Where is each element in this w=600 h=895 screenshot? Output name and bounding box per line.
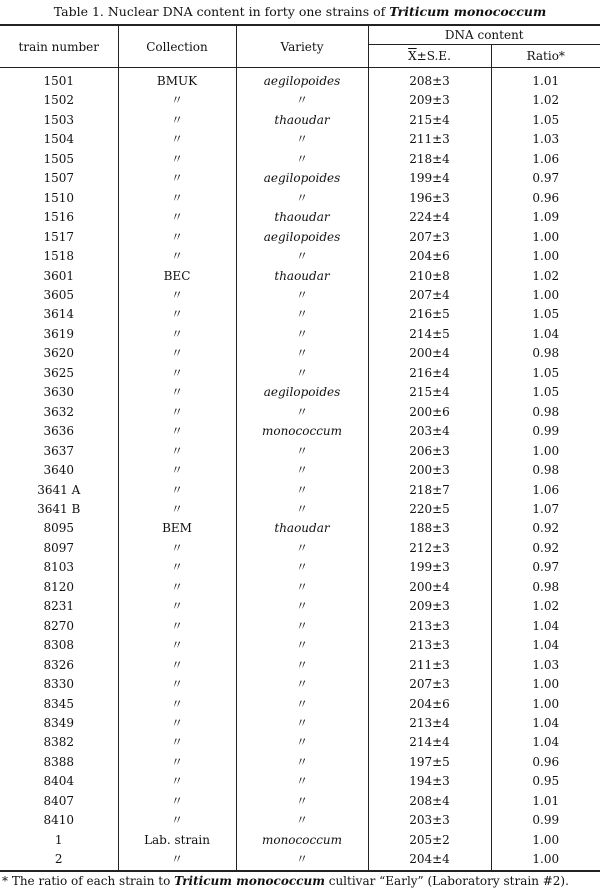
cell-dna-content: 215±4 bbox=[368, 111, 491, 130]
cell-strain-number: 1507 bbox=[43, 171, 75, 186]
cell-strain-number: 1505 bbox=[43, 151, 75, 166]
cell-ratio: 1.00 bbox=[491, 228, 600, 247]
header-strain-number: train number bbox=[0, 25, 118, 68]
cell-dna-content: 200±4 bbox=[368, 578, 491, 597]
cell-strain-number: 1504 bbox=[43, 132, 75, 147]
cell-dna-content: 224±4 bbox=[368, 208, 491, 227]
cell-variety: thaoudar bbox=[236, 208, 368, 227]
table-title-species: Triticum monococcum bbox=[389, 4, 547, 19]
table-row bbox=[0, 461, 600, 480]
table-row bbox=[0, 792, 600, 811]
cell-variety: 〃 bbox=[236, 558, 368, 577]
cell-collection: 〃 bbox=[118, 247, 236, 266]
cell-variety: 〃 bbox=[236, 189, 368, 208]
cell-variety: 〃 bbox=[236, 792, 368, 811]
dna-content-table bbox=[0, 24, 600, 872]
cell-variety: 〃 bbox=[236, 811, 368, 830]
table-row bbox=[0, 286, 600, 305]
cell-ratio: 1.07 bbox=[491, 500, 600, 519]
cell-variety: 〃 bbox=[236, 344, 368, 363]
cell-variety: 〃 bbox=[236, 539, 368, 558]
cell-collection: 〃 bbox=[118, 442, 236, 461]
cell-collection: 〃 bbox=[118, 91, 236, 110]
cell-collection: 〃 bbox=[118, 286, 236, 305]
table-row bbox=[0, 558, 600, 577]
cell-strain-number: 8095 bbox=[43, 521, 75, 536]
cell-ratio: 1.01 bbox=[491, 68, 600, 92]
cell-collection: 〃 bbox=[118, 481, 236, 500]
cell-ratio: 1.03 bbox=[491, 656, 600, 675]
cell-strain-number: 3630 bbox=[43, 385, 75, 400]
cell-collection: 〃 bbox=[118, 695, 236, 714]
cell-strain-number: 8330 bbox=[43, 677, 75, 692]
cell-dna-content: 218±7 bbox=[368, 481, 491, 500]
cell-ratio: 1.02 bbox=[491, 597, 600, 616]
cell-variety: 〃 bbox=[236, 675, 368, 694]
cell-collection: 〃 bbox=[118, 617, 236, 636]
cell-dna-content: 211±3 bbox=[368, 130, 491, 149]
cell-collection: 〃 bbox=[118, 578, 236, 597]
cell-ratio: 1.04 bbox=[491, 714, 600, 733]
cell-variety: 〃 bbox=[236, 91, 368, 110]
cell-variety: 〃 bbox=[236, 617, 368, 636]
cell-ratio: 1.03 bbox=[491, 130, 600, 149]
cell-ratio: 0.98 bbox=[491, 344, 600, 363]
table-row bbox=[0, 539, 600, 558]
table-row bbox=[0, 519, 600, 538]
cell-strain-number: 8404 bbox=[43, 774, 75, 789]
table-row bbox=[0, 305, 600, 324]
cell-dna-content: 214±4 bbox=[368, 733, 491, 752]
header-variety: Variety bbox=[236, 25, 368, 68]
table-row bbox=[0, 695, 600, 714]
table-row bbox=[0, 208, 600, 227]
table-row bbox=[0, 325, 600, 344]
cell-dna-content: 200±4 bbox=[368, 344, 491, 363]
header-mean-se-rest: ±S.E. bbox=[416, 49, 451, 63]
cell-dna-content: 203±3 bbox=[368, 811, 491, 830]
cell-variety: aegilopoides bbox=[236, 169, 368, 188]
table-row bbox=[0, 675, 600, 694]
cell-collection: 〃 bbox=[118, 597, 236, 616]
cell-ratio: 1.04 bbox=[491, 636, 600, 655]
table-body bbox=[0, 68, 600, 871]
cell-strain-number: 8120 bbox=[43, 579, 75, 594]
cell-dna-content: 200±6 bbox=[368, 403, 491, 422]
cell-ratio: 1.09 bbox=[491, 208, 600, 227]
cell-variety: 〃 bbox=[236, 325, 368, 344]
cell-variety: thaoudar bbox=[236, 519, 368, 538]
cell-collection: 〃 bbox=[118, 150, 236, 169]
table-row bbox=[0, 169, 600, 188]
cell-dna-content: 211±3 bbox=[368, 656, 491, 675]
cell-variety: 〃 bbox=[236, 150, 368, 169]
cell-dna-content: 208±4 bbox=[368, 792, 491, 811]
cell-dna-content: 207±3 bbox=[368, 675, 491, 694]
cell-ratio: 0.98 bbox=[491, 578, 600, 597]
cell-variety: 〃 bbox=[236, 636, 368, 655]
header-mean-se bbox=[368, 45, 491, 68]
header-mean-x: $\overline{X}$ bbox=[408, 49, 417, 63]
table-row bbox=[0, 383, 600, 402]
table-row bbox=[0, 91, 600, 110]
cell-strain-number: 8270 bbox=[43, 618, 75, 633]
table-title bbox=[0, 4, 600, 19]
table-row bbox=[0, 656, 600, 675]
table-row bbox=[0, 617, 600, 636]
cell-variety: 〃 bbox=[236, 461, 368, 480]
cell-collection: 〃 bbox=[118, 656, 236, 675]
cell-ratio: 1.01 bbox=[491, 792, 600, 811]
cell-strain-number: 3614 bbox=[43, 307, 75, 322]
cell-strain-number: 3637 bbox=[43, 443, 75, 458]
cell-dna-content: 209±3 bbox=[368, 91, 491, 110]
cell-ratio: 1.00 bbox=[491, 286, 600, 305]
cell-collection: 〃 bbox=[118, 850, 236, 870]
cell-variety: 〃 bbox=[236, 733, 368, 752]
cell-strain-number: 1501 bbox=[43, 74, 75, 88]
cell-variety: thaoudar bbox=[236, 267, 368, 286]
cell-dna-content: 200±3 bbox=[368, 461, 491, 480]
cell-dna-content: 197±5 bbox=[368, 753, 491, 772]
cell-variety: 〃 bbox=[236, 286, 368, 305]
table-row bbox=[0, 733, 600, 752]
cell-dna-content: 209±3 bbox=[368, 597, 491, 616]
table-row bbox=[0, 403, 600, 422]
table-row bbox=[0, 597, 600, 616]
cell-collection: 〃 bbox=[118, 792, 236, 811]
table-row bbox=[0, 364, 600, 383]
cell-dna-content: 207±4 bbox=[368, 286, 491, 305]
cell-ratio: 1.06 bbox=[491, 481, 600, 500]
cell-dna-content: 204±6 bbox=[368, 695, 491, 714]
cell-ratio: 1.05 bbox=[491, 383, 600, 402]
cell-ratio: 1.02 bbox=[491, 91, 600, 110]
table-row bbox=[0, 344, 600, 363]
table-row bbox=[0, 811, 600, 830]
cell-collection: 〃 bbox=[118, 403, 236, 422]
cell-collection: 〃 bbox=[118, 558, 236, 577]
cell-ratio: 0.92 bbox=[491, 519, 600, 538]
cell-ratio: 0.98 bbox=[491, 403, 600, 422]
cell-dna-content: 208±3 bbox=[368, 68, 491, 92]
cell-collection: 〃 bbox=[118, 422, 236, 441]
cell-strain-number: 8345 bbox=[43, 696, 75, 711]
cell-ratio: 0.96 bbox=[491, 753, 600, 772]
cell-collection: 〃 bbox=[118, 364, 236, 383]
table-row bbox=[0, 130, 600, 149]
cell-collection: 〃 bbox=[118, 111, 236, 130]
cell-variety: 〃 bbox=[236, 578, 368, 597]
cell-variety: 〃 bbox=[236, 247, 368, 266]
cell-variety: 〃 bbox=[236, 403, 368, 422]
cell-strain-number: 1 bbox=[54, 832, 63, 847]
cell-strain-number: 8231 bbox=[43, 599, 75, 614]
cell-variety: 〃 bbox=[236, 772, 368, 791]
cell-variety: 〃 bbox=[236, 442, 368, 461]
cell-collection: 〃 bbox=[118, 675, 236, 694]
cell-ratio: 1.04 bbox=[491, 733, 600, 752]
cell-ratio: 1.04 bbox=[491, 325, 600, 344]
cell-collection: BEM bbox=[118, 519, 236, 538]
cell-dna-content: 213±4 bbox=[368, 714, 491, 733]
cell-variety: monococcum bbox=[236, 422, 368, 441]
cell-dna-content: 204±4 bbox=[368, 850, 491, 870]
table-row bbox=[0, 228, 600, 247]
cell-variety: 〃 bbox=[236, 714, 368, 733]
cell-strain-number: 1502 bbox=[43, 93, 75, 108]
cell-variety: 〃 bbox=[236, 364, 368, 383]
cell-strain-number: 3641 B bbox=[37, 501, 81, 516]
cell-ratio: 0.99 bbox=[491, 811, 600, 830]
cell-strain-number: 3636 bbox=[43, 424, 75, 439]
cell-strain-number: 3632 bbox=[43, 404, 75, 419]
header-ratio: Ratio* bbox=[491, 45, 600, 68]
table-row bbox=[0, 753, 600, 772]
cell-variety: 〃 bbox=[236, 597, 368, 616]
cell-collection: 〃 bbox=[118, 500, 236, 519]
cell-ratio: 1.00 bbox=[491, 831, 600, 850]
table-row bbox=[0, 636, 600, 655]
cell-strain-number: 1518 bbox=[43, 249, 75, 264]
cell-strain-number: 1510 bbox=[43, 190, 75, 205]
table-row bbox=[0, 422, 600, 441]
cell-collection: BEC bbox=[118, 267, 236, 286]
footnote-suffix: cultivar “Early” (Laboratory strain #2). bbox=[324, 874, 569, 888]
cell-strain-number: 1503 bbox=[43, 112, 75, 127]
cell-strain-number: 3640 bbox=[43, 463, 75, 478]
cell-variety: thaoudar bbox=[236, 111, 368, 130]
cell-strain-number: 8103 bbox=[43, 560, 75, 575]
cell-ratio: 1.04 bbox=[491, 617, 600, 636]
cell-dna-content: 210±8 bbox=[368, 267, 491, 286]
cell-variety: 〃 bbox=[236, 753, 368, 772]
cell-ratio: 1.00 bbox=[491, 675, 600, 694]
cell-strain-number: 8097 bbox=[43, 540, 75, 555]
cell-dna-content: 199±4 bbox=[368, 169, 491, 188]
cell-collection: 〃 bbox=[118, 733, 236, 752]
cell-strain-number: 8349 bbox=[43, 715, 75, 730]
cell-variety: 〃 bbox=[236, 850, 368, 870]
cell-ratio: 0.97 bbox=[491, 169, 600, 188]
cell-collection: 〃 bbox=[118, 189, 236, 208]
cell-variety: monococcum bbox=[236, 831, 368, 850]
cell-ratio: 0.99 bbox=[491, 422, 600, 441]
cell-dna-content: 188±3 bbox=[368, 519, 491, 538]
cell-dna-content: 204±6 bbox=[368, 247, 491, 266]
table-row bbox=[0, 442, 600, 461]
cell-collection: 〃 bbox=[118, 714, 236, 733]
table-row bbox=[0, 267, 600, 286]
cell-strain-number: 8308 bbox=[43, 638, 75, 653]
cell-collection: 〃 bbox=[118, 305, 236, 324]
cell-strain-number: 8407 bbox=[43, 793, 75, 808]
table-row bbox=[0, 772, 600, 791]
cell-variety: aegilopoides bbox=[236, 383, 368, 402]
table-row bbox=[0, 578, 600, 597]
cell-variety: aegilopoides bbox=[236, 228, 368, 247]
cell-collection: 〃 bbox=[118, 383, 236, 402]
header-collection: Collection bbox=[118, 25, 236, 68]
cell-strain-number: 8388 bbox=[43, 754, 75, 769]
cell-collection: 〃 bbox=[118, 811, 236, 830]
cell-dna-content: 214±5 bbox=[368, 325, 491, 344]
cell-collection: 〃 bbox=[118, 169, 236, 188]
cell-collection: 〃 bbox=[118, 130, 236, 149]
cell-ratio: 0.97 bbox=[491, 558, 600, 577]
cell-dna-content: 212±3 bbox=[368, 539, 491, 558]
cell-variety: 〃 bbox=[236, 695, 368, 714]
cell-collection: Lab. strain bbox=[118, 831, 236, 850]
cell-strain-number: 3605 bbox=[43, 287, 75, 302]
cell-collection: 〃 bbox=[118, 772, 236, 791]
cell-collection: 〃 bbox=[118, 461, 236, 480]
cell-ratio: 0.96 bbox=[491, 189, 600, 208]
cell-variety: 〃 bbox=[236, 130, 368, 149]
cell-dna-content: 206±3 bbox=[368, 442, 491, 461]
cell-dna-content: 216±5 bbox=[368, 305, 491, 324]
table-title-prefix: Table 1. Nuclear DNA content in forty one strains of bbox=[53, 4, 390, 19]
cell-ratio: 1.02 bbox=[491, 267, 600, 286]
cell-variety: 〃 bbox=[236, 481, 368, 500]
header-dna-content: DNA content bbox=[368, 25, 600, 45]
cell-strain-number: 2 bbox=[0, 850, 118, 870]
cell-ratio: 1.00 bbox=[491, 695, 600, 714]
cell-dna-content: 199±3 bbox=[368, 558, 491, 577]
cell-ratio: 1.00 bbox=[491, 850, 600, 870]
cell-collection: BMUK bbox=[118, 68, 236, 92]
cell-strain-number: 8326 bbox=[43, 657, 75, 672]
cell-dna-content: 218±4 bbox=[368, 150, 491, 169]
cell-strain-number: 8410 bbox=[43, 813, 75, 828]
cell-collection: 〃 bbox=[118, 753, 236, 772]
footnote bbox=[2, 874, 569, 888]
table-row bbox=[0, 68, 600, 92]
cell-ratio: 1.05 bbox=[491, 305, 600, 324]
cell-strain-number: 8382 bbox=[43, 735, 75, 750]
table-row bbox=[0, 189, 600, 208]
table-row bbox=[0, 500, 600, 519]
cell-dna-content: 220±5 bbox=[368, 500, 491, 519]
cell-dna-content: 213±3 bbox=[368, 617, 491, 636]
cell-collection: 〃 bbox=[118, 539, 236, 558]
cell-dna-content: 213±3 bbox=[368, 636, 491, 655]
cell-strain-number: 3620 bbox=[43, 346, 75, 361]
table-row bbox=[0, 714, 600, 733]
cell-dna-content: 205±2 bbox=[368, 831, 491, 850]
cell-strain-number: 3619 bbox=[43, 326, 75, 341]
cell-ratio: 0.92 bbox=[491, 539, 600, 558]
cell-collection: 〃 bbox=[118, 208, 236, 227]
table-row bbox=[0, 850, 600, 870]
cell-variety: aegilopoides bbox=[236, 68, 368, 92]
cell-dna-content: 194±3 bbox=[368, 772, 491, 791]
cell-strain-number: 3601 bbox=[43, 268, 75, 283]
cell-variety: 〃 bbox=[236, 500, 368, 519]
table-row bbox=[0, 831, 600, 850]
footnote-species: Triticum monococcum bbox=[174, 874, 325, 888]
cell-dna-content: 196±3 bbox=[368, 189, 491, 208]
cell-dna-content: 203±4 bbox=[368, 422, 491, 441]
cell-collection: 〃 bbox=[118, 636, 236, 655]
cell-collection: 〃 bbox=[118, 344, 236, 363]
cell-dna-content: 215±4 bbox=[368, 383, 491, 402]
table-row bbox=[0, 150, 600, 169]
cell-ratio: 0.95 bbox=[491, 772, 600, 791]
cell-dna-content: 207±3 bbox=[368, 228, 491, 247]
cell-strain-number: 3625 bbox=[43, 365, 75, 380]
cell-collection: 〃 bbox=[118, 325, 236, 344]
cell-ratio: 1.00 bbox=[491, 247, 600, 266]
cell-collection: 〃 bbox=[118, 228, 236, 247]
cell-ratio: 0.98 bbox=[491, 461, 600, 480]
footnote-prefix: * The ratio of each strain to bbox=[2, 874, 175, 888]
table-row bbox=[0, 247, 600, 266]
cell-variety: 〃 bbox=[236, 656, 368, 675]
table-row bbox=[0, 481, 600, 500]
cell-strain-number: 3641 A bbox=[37, 482, 81, 497]
cell-ratio: 1.00 bbox=[491, 442, 600, 461]
cell-ratio: 1.05 bbox=[491, 111, 600, 130]
cell-dna-content: 216±4 bbox=[368, 364, 491, 383]
table-row bbox=[0, 111, 600, 130]
cell-variety: 〃 bbox=[236, 305, 368, 324]
cell-strain-number: 1516 bbox=[43, 210, 75, 225]
cell-ratio: 1.05 bbox=[491, 364, 600, 383]
cell-ratio: 1.06 bbox=[491, 150, 600, 169]
cell-strain-number: 1517 bbox=[43, 229, 75, 244]
